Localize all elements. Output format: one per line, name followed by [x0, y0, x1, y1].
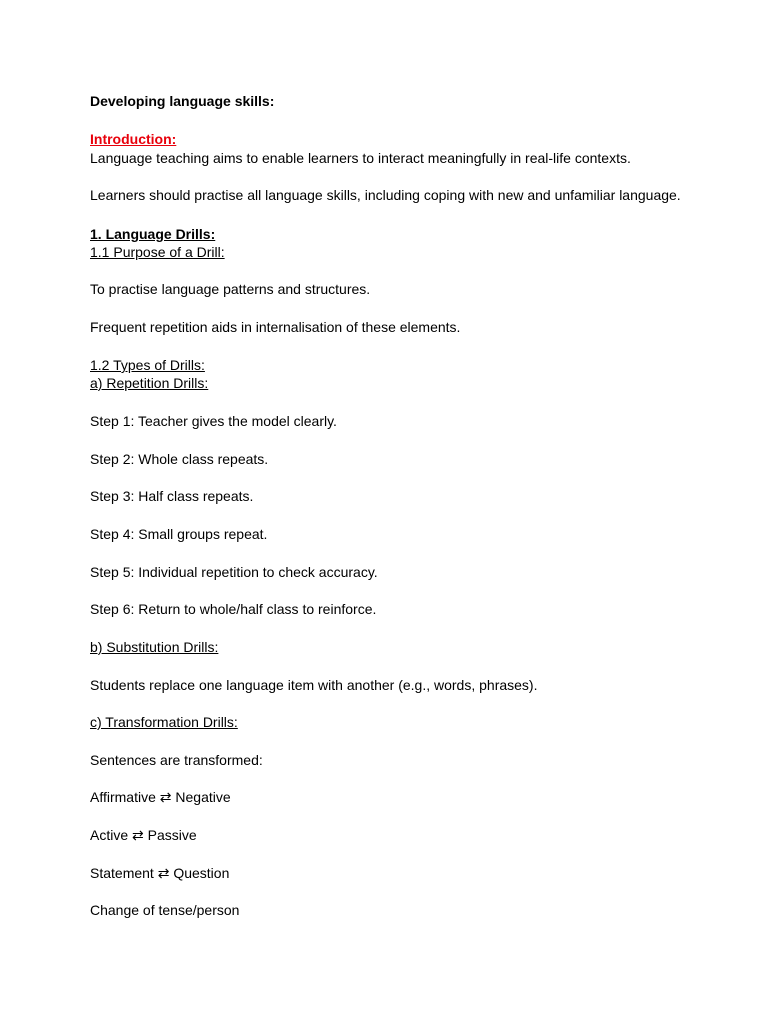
transformation-item: Affirmative ⇄ Negative — [90, 789, 231, 805]
transformation-item: Active ⇄ Passive — [90, 827, 197, 843]
step-item: Step 6: Return to whole/half class to reinforce. — [90, 601, 377, 617]
step-item: Step 4: Small groups repeat. — [90, 526, 268, 542]
transformation-intro: Sentences are transformed: — [90, 752, 263, 768]
step-item: Step 1: Teacher gives the model clearly. — [90, 413, 337, 429]
transformation-item: Change of tense/person — [90, 902, 240, 918]
step-item: Step 5: Individual repetition to check accuracy. — [90, 564, 378, 580]
repetition-drills-heading: a) Repetition Drills: — [90, 375, 209, 391]
purpose-paragraph-2: Frequent repetition aids in internalisation of these elements. — [90, 319, 461, 335]
step-item: Step 2: Whole class repeats. — [90, 451, 269, 467]
intro-paragraph-2: Learners should practise all language skills, including coping with new and unfamiliar language. — [90, 187, 681, 203]
section-1-heading: 1. Language Drills: — [90, 226, 216, 242]
substitution-drills-heading: b) Substitution Drills: — [90, 639, 219, 655]
purpose-paragraph-1: To practise language patterns and structures. — [90, 281, 371, 297]
subsection-1-2-heading: 1.2 Types of Drills: — [90, 357, 205, 373]
document-title: Developing language skills: — [90, 93, 275, 109]
transformation-drills-heading: c) Transformation Drills: — [90, 714, 238, 730]
transformation-item: Statement ⇄ Question — [90, 865, 230, 881]
intro-paragraph-1: Language teaching aims to enable learners to interact meaningfully in real-life contexts. — [90, 150, 631, 166]
subsection-1-1-heading: 1.1 Purpose of a Drill: — [90, 244, 225, 260]
substitution-paragraph: Students replace one language item with another (e.g., words, phrases). — [90, 677, 538, 693]
step-item: Step 3: Half class repeats. — [90, 488, 254, 504]
introduction-heading: Introduction: — [90, 131, 177, 147]
